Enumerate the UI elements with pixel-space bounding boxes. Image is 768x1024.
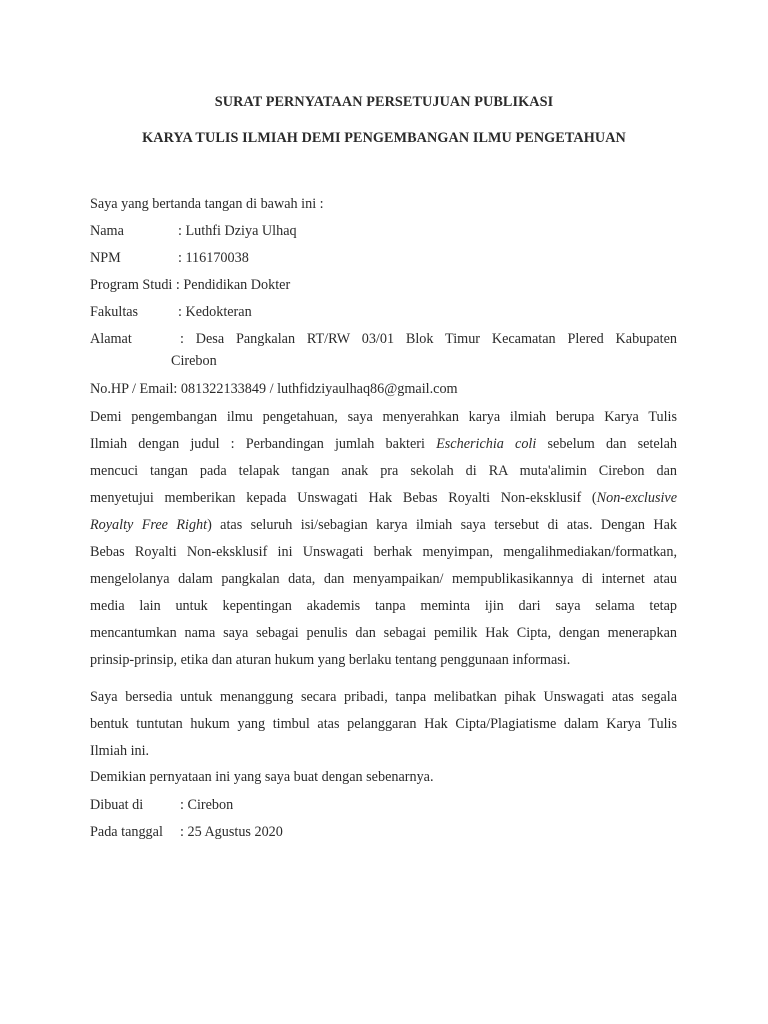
field-label: Program Studi <box>90 277 173 293</box>
field-label: Nama <box>90 223 124 239</box>
paragraph-consent <box>90 404 677 674</box>
field-value: : Cirebon <box>180 797 234 813</box>
field-value: : Luthfi Dziya Ulhaq <box>178 223 297 239</box>
field-value-line1: : Desa Pangkalan RT/RW 03/01 Blok Timur Kecamatan Plered Kabupaten <box>180 331 677 347</box>
document-title: SURAT PERNYATAAN PERSETUJUAN PUBLIKASI <box>214 94 554 110</box>
field-value: : Pendidikan Dokter <box>175 277 291 293</box>
paragraph-line: Bebas Royalti Non-eksklusif ini Unswagati berhak menyimpan, mengalihmediakan/formatkan, <box>90 544 677 560</box>
paragraph-line <box>90 485 677 512</box>
field-value: : 25 Agustus 2020 <box>180 824 283 840</box>
text-run: sebelum dan setelah <box>547 436 677 452</box>
paragraph-line <box>90 512 677 539</box>
paragraph-line <box>90 431 677 458</box>
paragraph-line: Ilmiah ini. <box>90 743 150 759</box>
field-prodi <box>90 275 290 295</box>
field-npm <box>90 248 249 268</box>
paragraph-line: prinsip-prinsip, etika dan aturan hukum yang berlaku tentang penggunaan informasi. <box>90 652 571 668</box>
paragraph-liability <box>90 684 677 765</box>
field-value-line2: Cirebon <box>171 353 217 369</box>
field-label: No.HP / Email <box>90 381 174 397</box>
paragraph-line: Demi pengembangan ilmu pengetahuan, saya menyerahkan karya ilmiah berupa Karya Tulis <box>90 409 677 425</box>
paragraph-line: mengelolanya dalam pangkalan data, dan menyampaikan/ mempublikasikannya di internet atau <box>90 571 677 587</box>
document-subtitle: KARYA TULIS ILMIAH DEMI PENGEMBANGAN ILMU PENGETAHUAN <box>142 130 626 146</box>
text-run: menyetujui memberikan kepada Unswagati Hak Bebas Royalti Non-eksklusif ( <box>90 490 597 506</box>
field-label: Pada tanggal <box>90 824 163 840</box>
paragraph-line: Saya bersedia untuk menanggung secara pribadi, tanpa melibatkan pihak Unswagati atas segala <box>90 689 677 705</box>
field-value: : 081322133849 / luthfidziyaulhaq86@gmail.com <box>173 381 458 397</box>
text-run: Ilmiah dengan judul : Perbandingan jumlah bakteri <box>90 436 425 452</box>
field-label: Fakultas <box>90 304 139 320</box>
italic-run: Royalty Free Right <box>90 517 208 533</box>
field-alamat <box>90 328 677 372</box>
signature-date <box>90 822 283 842</box>
paragraph-line: bentuk tuntutan hukum yang timbul atas pelanggaran Hak Cipta/Plagiatisme dalam Karya Tulis <box>90 716 677 732</box>
paragraph-line: media lain untuk kepentingan akademis tanpa meminta ijin dari saya selama tetap <box>90 598 677 614</box>
field-value: : 116170038 <box>178 250 249 266</box>
paragraph-line: mencantumkan nama saya sebagai penulis dan sebagai pemilik Hak Cipta, dengan menerapkan <box>90 625 677 641</box>
field-contact <box>90 379 458 399</box>
field-fakultas <box>90 302 252 322</box>
field-value: : Kedokteran <box>178 304 252 320</box>
field-label: Dibuat di <box>90 797 144 813</box>
text-run: ) atas seluruh isi/sebagian karya ilmiah saya tersebut di atas. Dengan Hak <box>207 517 677 533</box>
italic-run: Escherichia coli <box>436 436 537 452</box>
closing-statement: Demikian pernyataan ini yang saya buat dengan sebenarnya. <box>90 769 434 785</box>
field-nama <box>90 221 297 241</box>
paragraph-line: mencuci tangan pada telapak tangan anak pra sekolah di RA muta'alimin Cirebon dan <box>90 463 677 479</box>
italic-run: Non-exclusive <box>596 490 677 506</box>
field-label: NPM <box>90 250 121 266</box>
field-label: Alamat <box>90 331 132 347</box>
intro-text: Saya yang bertanda tangan di bawah ini : <box>90 196 324 212</box>
signature-place <box>90 795 233 815</box>
